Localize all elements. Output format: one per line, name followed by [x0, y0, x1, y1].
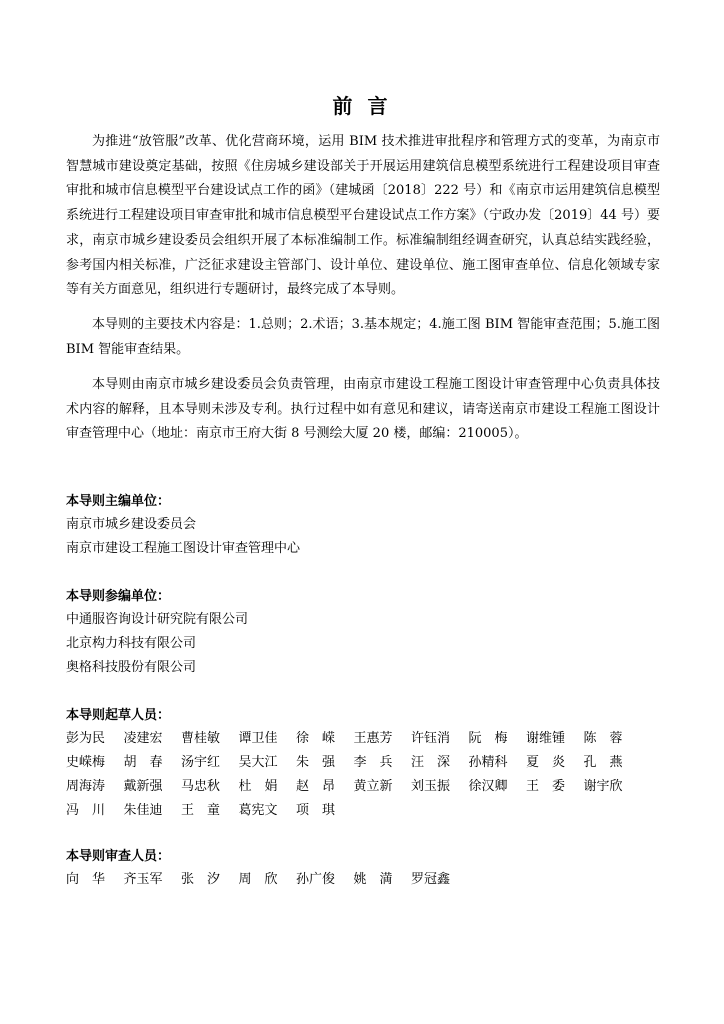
drafter-name: 史嵘梅: [66, 755, 106, 770]
drafter-name: 杜 娟: [238, 779, 278, 794]
drafter-name: 胡 春: [123, 755, 163, 770]
preface-paragraph-1: 为推进“放管服”改革、优化营商环境，运用 BIM 技术推进审批程序和管理方式的变革，为南京市智慧城市建设奠定基础，按照《住房城乡建设部关于开展运用建筑信息模型系统进行工程建设项目审查审批和城市信息模型平台建设试点工作的函》（建城函〔2018〕222 号）和《南京市运用建筑信息模型系统进行工程建设项目审查审批和城市信息模型平台建设试点工作方案》（宁政办发〔2019〕44 号）要求，南京市城乡建设委员会组织开展了本标准编制工作。标准编制组经调查研究，认真总结实践经验，参考国内相关标准，广泛征求建设主管部门、设计单位、建设单位、施工图审查单位、信息化领域专家等有关方面意见，组织进行专题研讨，最终完成了本导则。: [66, 134, 660, 298]
drafter-name: 朱佳迪: [123, 803, 163, 818]
chief-editor-unit: 南京市城乡建设委员会: [66, 517, 197, 532]
drafter-name: 冯 川: [66, 803, 106, 818]
drafter-name: 刘玉振: [411, 779, 451, 794]
drafter-name: 赵 昂: [296, 779, 336, 794]
drafters-row: [66, 751, 666, 775]
drafter-name: 葛宪文: [238, 803, 278, 818]
drafter-name: 李 兵: [353, 755, 393, 770]
participating-unit: 北京构力科技有限公司: [66, 636, 197, 651]
drafter-name: 王惠芳: [353, 731, 393, 746]
reviewers-section: [66, 846, 666, 892]
chief-editor-heading: 本导则主编单位：: [66, 494, 171, 509]
participating-unit-section: [66, 586, 666, 680]
drafter-name: 孔 燕: [583, 755, 623, 770]
reviewer-name: 张 汐: [181, 872, 221, 887]
reviewer-name: 罗冠鑫: [411, 872, 451, 887]
drafter-name: 王 委: [526, 779, 566, 794]
drafter-name: 谢维锺: [526, 731, 566, 746]
drafters-row: [66, 799, 666, 823]
drafter-name: 孙精科: [468, 755, 508, 770]
drafter-name: 夏 炎: [526, 755, 566, 770]
chief-editor-section: [66, 491, 666, 561]
drafter-name: 徐 嵘: [296, 731, 336, 746]
reviewer-name: 孙广俊: [296, 872, 336, 887]
drafter-name: 戴新强: [123, 779, 163, 794]
drafters-heading: 本导则起草人员：: [66, 708, 171, 723]
drafter-name: 曹桂敏: [181, 731, 221, 746]
participating-unit-heading: 本导则参编单位：: [66, 589, 171, 604]
chief-editor-unit: 南京市建设工程施工图设计审查管理中心: [66, 541, 301, 556]
preface-paragraph-3: 本导则由南京市城乡建设委员会负责管理，由南京市建设工程施工图设计审查管理中心负责具体技术内容的解释，且本导则未涉及专利。执行过程中如有意见和建议，请寄送南京市建设工程施工图设计审查管理中心（地址：南京市王府大街 8 号测绘大厦 20 楼，邮编：210005）。: [66, 377, 660, 442]
drafter-name: 周海涛: [66, 779, 106, 794]
drafter-name: 黄立新: [353, 779, 393, 794]
drafter-name: 汪 深: [411, 755, 451, 770]
preface-paragraph-2: 本导则的主要技术内容是：1.总则；2.术语；3.基本规定；4.施工图 BIM 智能审查范围；5.施工图 BIM 智能审查结果。: [66, 317, 660, 357]
drafter-name: 凌建宏: [123, 731, 163, 746]
participating-unit: 中通服咨询设计研究院有限公司: [66, 612, 249, 627]
drafter-name: 朱 强: [296, 755, 336, 770]
reviewers-row: [66, 868, 666, 892]
drafters-row: [66, 727, 666, 751]
page-title: 前 言: [332, 94, 392, 118]
reviewers-heading: 本导则审查人员：: [66, 849, 171, 864]
drafter-name: 项 琪: [296, 803, 336, 818]
drafter-name: 汤宇红: [181, 755, 221, 770]
drafters-section: [66, 705, 666, 823]
reviewer-name: 周 欣: [238, 872, 278, 887]
reviewer-name: 齐玉军: [123, 872, 163, 887]
participating-unit: 奥格科技股份有限公司: [66, 660, 197, 675]
drafter-name: 王 童: [181, 803, 221, 818]
drafters-row: [66, 775, 666, 799]
drafter-name: 徐汉卿: [468, 779, 508, 794]
drafter-name: 吴大江: [238, 755, 278, 770]
drafter-name: 阮 梅: [468, 731, 508, 746]
reviewer-name: 姚 満: [353, 872, 393, 887]
drafter-name: 谭卫佳: [238, 731, 278, 746]
drafter-name: 彭为民: [66, 731, 106, 746]
drafter-name: 许钰消: [411, 731, 451, 746]
reviewer-name: 向 华: [66, 872, 106, 887]
drafter-name: 谢宇欣: [583, 779, 623, 794]
drafter-name: 马忠秋: [181, 779, 221, 794]
drafter-name: 陈 蓉: [583, 731, 623, 746]
